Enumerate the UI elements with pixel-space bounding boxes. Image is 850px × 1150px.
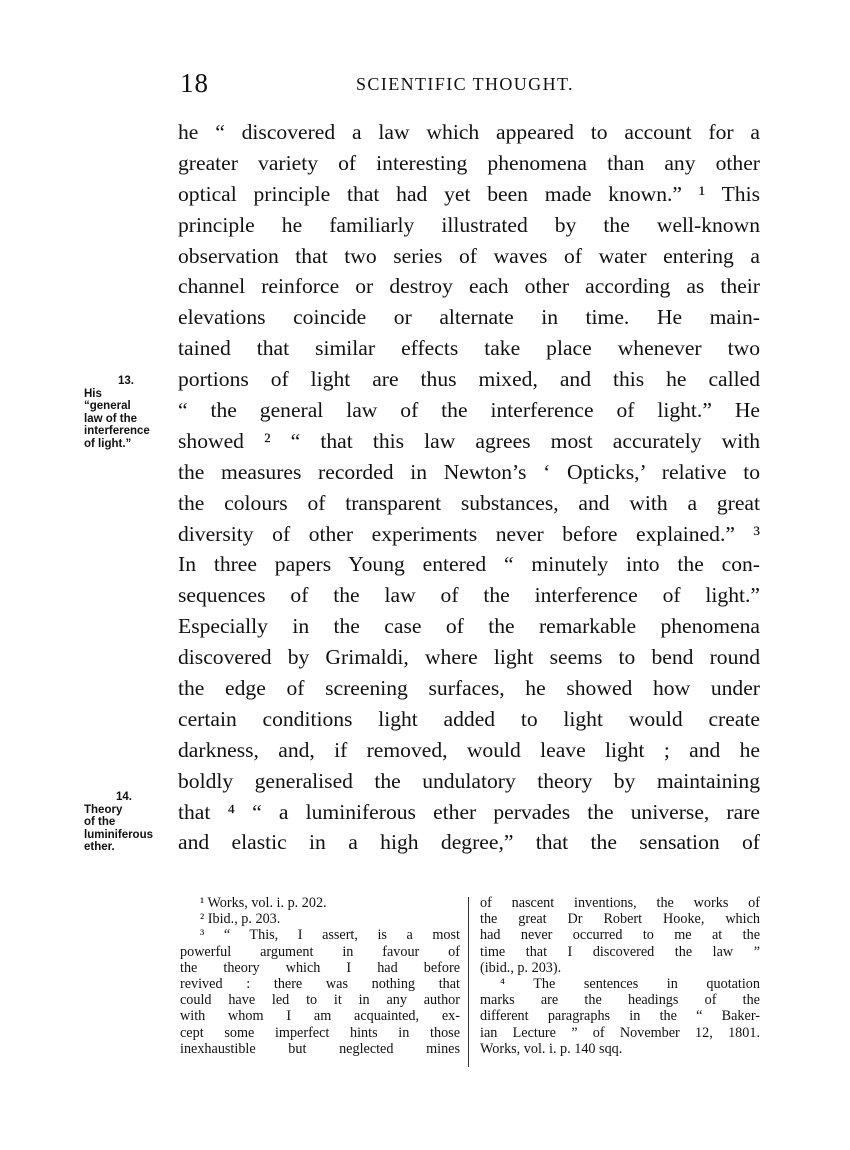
page-number: 18	[180, 68, 209, 98]
margin-note-line: “general	[84, 400, 131, 413]
footnotes	[180, 895, 760, 1075]
footnote-line: inexhaustible but neglected mines	[180, 1040, 460, 1057]
footnote-line: ⁴ The sentences in quotation	[500, 976, 760, 993]
margin-note-line: of the	[84, 816, 116, 829]
footnote-line: with whom I am acquainted, ex-	[180, 1008, 460, 1025]
footnote-line: Works, vol. i. p. 140 sqq.	[480, 1040, 623, 1057]
footnotes-right-column	[480, 895, 760, 1057]
footnote-line: powerful argument in favour of	[180, 943, 460, 960]
body-line: Especially in the case of the remarkable phenomena	[178, 614, 760, 639]
body-line: portions of light are thus mixed, and this he called	[178, 367, 760, 392]
body-line: that ⁴ “ a luminiferous ether pervades the universe, rare	[178, 799, 760, 824]
body-line: tained that similar effects take place whenever two	[178, 336, 760, 361]
footnote-line: revived : there was nothing that	[180, 976, 460, 993]
body-line: boldly generalised the undulatory theory by maintaining	[178, 768, 760, 793]
footnote-line: ian Lecture ” of November 12, 1801.	[480, 1024, 760, 1041]
footnote-line: cept some imperfect hints in those	[180, 1024, 460, 1041]
body-line: principle he familiarly illustrated by the well-known	[178, 212, 760, 237]
body-line: observation that two series of waves of water entering a	[178, 243, 760, 268]
body-line: he “ discovered a law which appeared to account for a	[178, 120, 760, 144]
margin-note-number: 13.	[118, 375, 134, 387]
footnote-divider	[468, 897, 469, 1067]
margin-note-line: His	[84, 387, 102, 400]
body-line: In three papers Young entered “ minutely into the con-	[178, 552, 760, 577]
body-line: darkness, and, if removed, would leave light ; and he	[178, 737, 760, 762]
footnote-line: different paragraphs in the “ Baker-	[480, 1008, 760, 1025]
footnote-line: the great Dr Robert Hooke, which	[480, 911, 760, 928]
footnote-line: of nascent inventions, the works of	[480, 895, 760, 911]
body-line: the colours of transparent substances, and with a great	[178, 490, 760, 515]
margin-note-14	[84, 791, 178, 854]
body-line: the measures recorded in Newton’s ‘ Opticks,’ relative to	[178, 459, 760, 484]
body-line: the edge of screening surfaces, he showed how under	[178, 676, 760, 701]
body-line: diversity of other experiments never before explained.” ³	[178, 521, 760, 546]
footnote-line: could have led to it in any author	[180, 992, 460, 1009]
footnote-line: ¹ Works, vol. i. p. 202.	[200, 895, 327, 911]
running-head: SCIENTIFIC THOUGHT.	[356, 74, 574, 94]
body-line: “ the general law of the interference of light.” He	[178, 398, 760, 423]
body-line: optical principle that had yet been made known.” ¹ This	[178, 181, 760, 206]
margin-note-line: law of the	[84, 412, 138, 425]
body-line: showed ² “ that this law agrees most accurately with	[178, 428, 760, 453]
margin-note-line: luminiferous	[84, 828, 154, 841]
body-text	[178, 117, 760, 858]
margin-note-line: of light.”	[84, 437, 132, 450]
body-line: discovered by Grimaldi, where light seems to bend round	[178, 645, 760, 670]
footnote-line: ² Ibid., p. 203.	[200, 911, 281, 928]
body-line: certain conditions light added to light would create	[178, 706, 760, 731]
body-line: channel reinforce or destroy each other according as their	[178, 274, 760, 299]
footnotes-left-column	[180, 895, 460, 1057]
footnote-line: had never occurred to me at the	[480, 927, 760, 944]
footnote-line: the theory which I had before	[180, 959, 460, 976]
margin-note-line: interference	[84, 425, 150, 438]
footnote-line: marks are the headings of the	[480, 992, 760, 1009]
footnote-line: ³ “ This, I assert, is a most	[200, 927, 460, 944]
body-line: sequences of the law of the interference of light.”	[178, 583, 760, 608]
margin-note-line: Theory	[84, 803, 123, 816]
footnote-line: time that I discovered the law ”	[480, 943, 760, 960]
margin-note-number: 14.	[116, 791, 132, 803]
margin-note-13	[84, 375, 178, 451]
body-line: elevations coincide or alternate in time. He main-	[178, 305, 760, 330]
body-line: greater variety of interesting phenomena than any other	[178, 150, 760, 175]
margin-note-line: ether.	[84, 841, 115, 854]
page-header	[0, 68, 850, 98]
body-line: and elastic in a high degree,” that the sensation of	[178, 830, 760, 855]
footnote-line: (ibid., p. 203).	[480, 959, 562, 976]
